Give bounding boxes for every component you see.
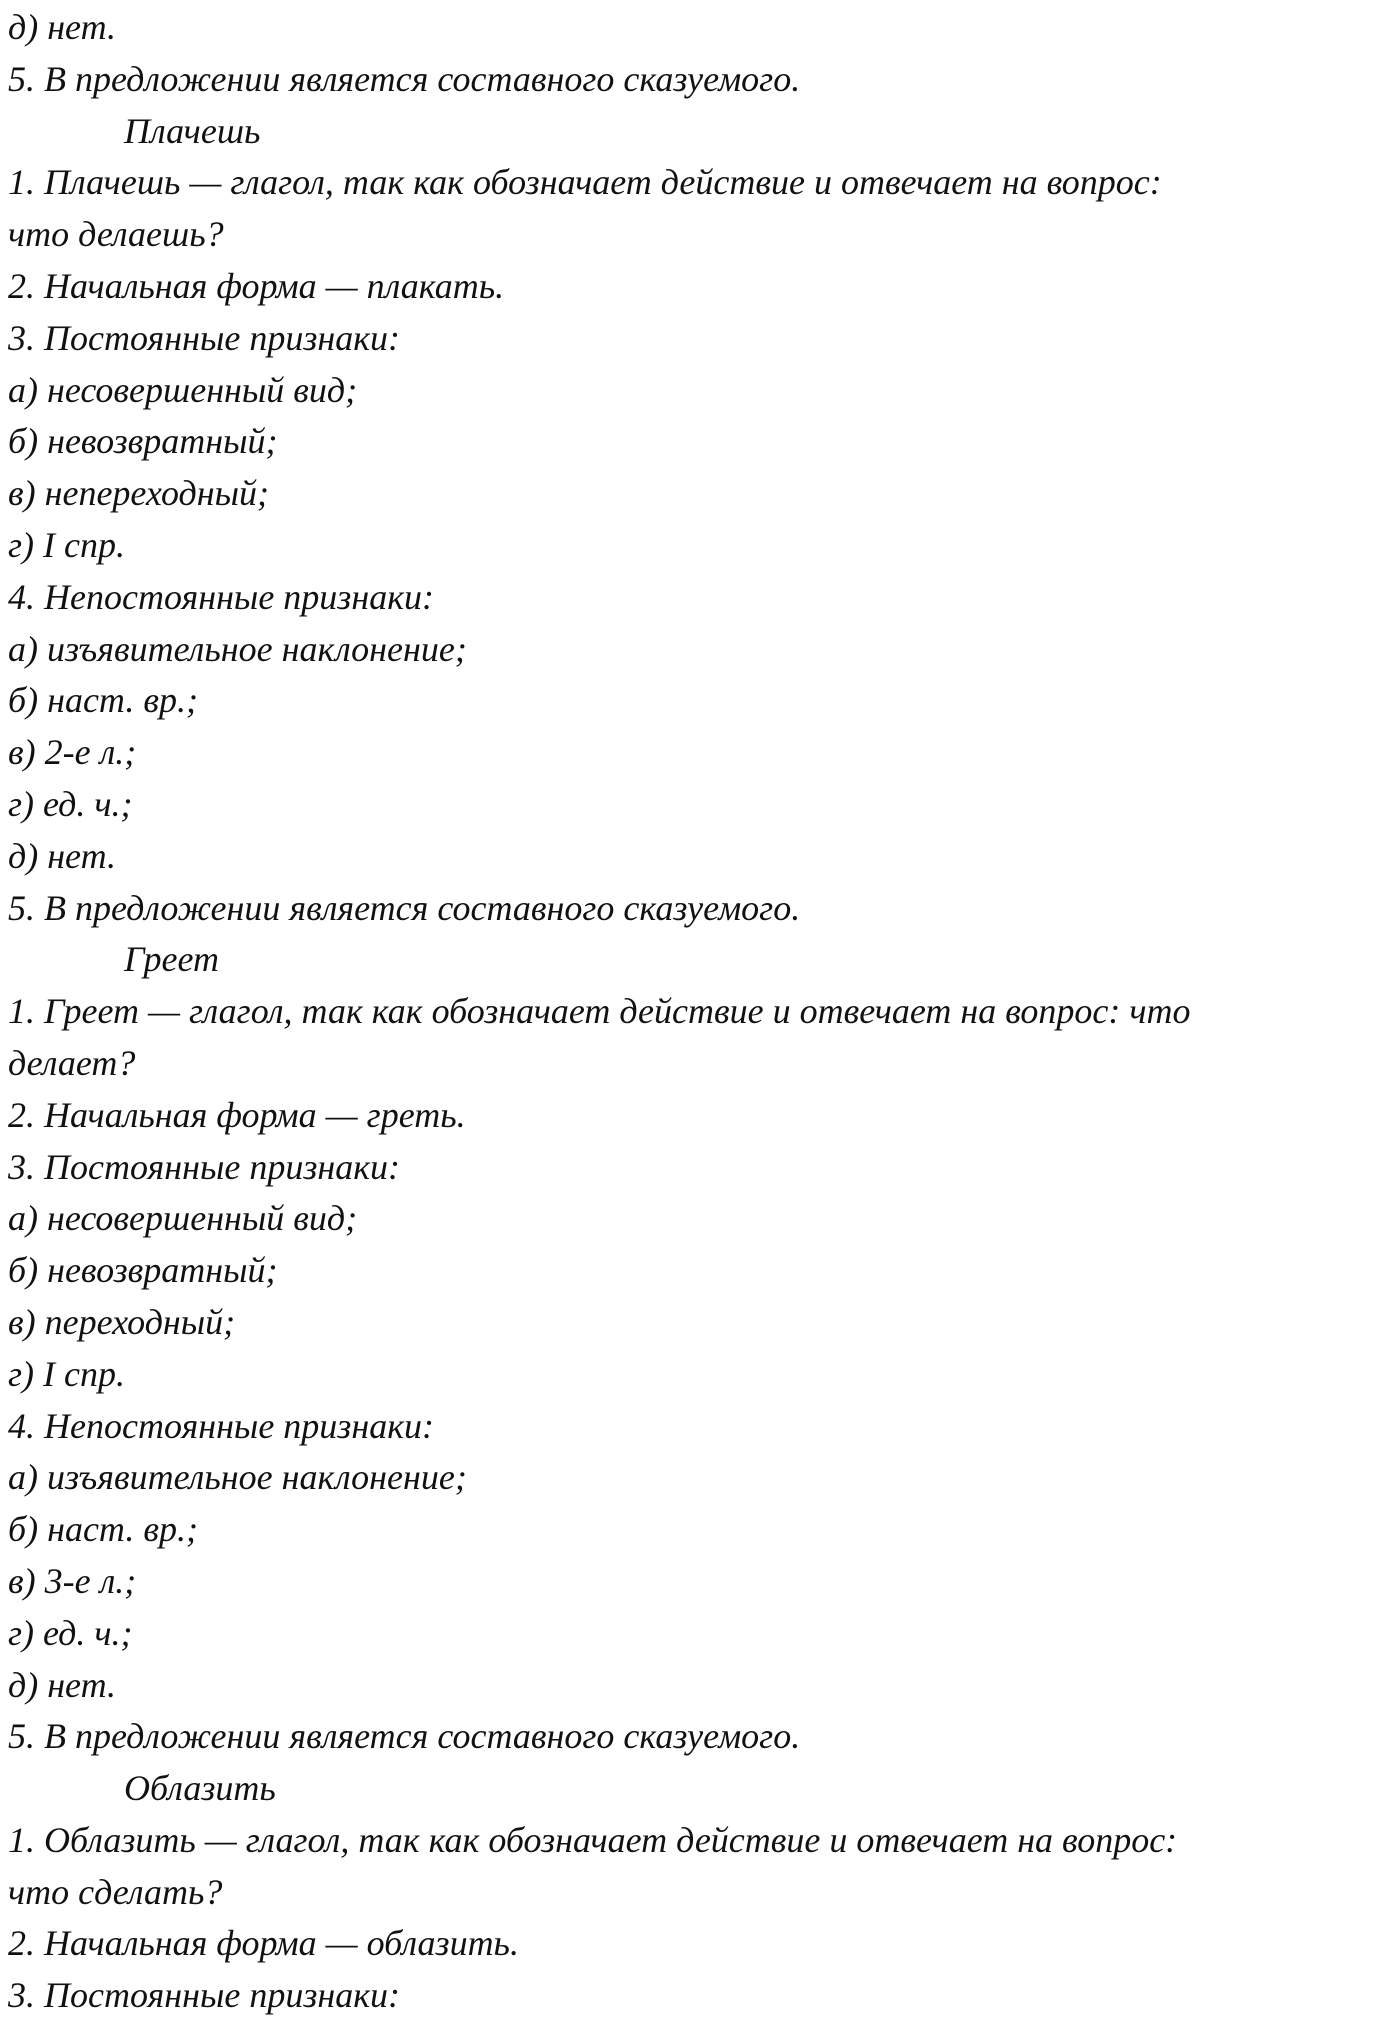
text-line: 1. Облазить — глагол, так как обозначает действие и отвечает на вопрос: — [8, 1819, 1178, 1860]
text-line: б) наст. вр.; — [8, 680, 198, 721]
section-heading: Греет — [124, 939, 219, 980]
text-line: что делаешь? — [8, 214, 224, 255]
text-line: б) наст. вр.; — [8, 1509, 198, 1550]
text-line: в) непереходный; — [8, 473, 269, 514]
text-line: 2. Начальная форма — греть. — [8, 1094, 466, 1135]
text-line: в) 2-е л.; — [8, 732, 137, 773]
text-line: д) нет. — [8, 7, 116, 47]
text-line: 2. Начальная форма — облазить. — [8, 1923, 519, 1964]
text-line: а) несовершенный вид; — [8, 1198, 358, 1239]
text-line: 1. Плачешь — глагол, так как обозначает действие и отвечает на вопрос: — [8, 162, 1162, 203]
text-line: а) изъявительное наклонение; — [8, 628, 467, 669]
section-heading: Облазить — [124, 1768, 276, 1809]
text-line: б) невозвратный; — [8, 1250, 278, 1291]
text-line: 5. В предложении является составного сказуемого. — [8, 887, 801, 928]
text-line: 3. Постоянные признаки: — [8, 317, 401, 358]
document-body — [8, 2, 1392, 2022]
text-line: д) нет. — [8, 1664, 116, 1705]
section-heading: Плачешь — [124, 110, 261, 151]
text-line: 2. Начальная форма — плакать. — [8, 265, 505, 306]
text-line: д) нет. — [8, 835, 116, 876]
text-line: г) I спр. — [8, 1353, 125, 1394]
text-line: б) невозвратный; — [8, 421, 278, 462]
text-line: в) 3-е л.; — [8, 1560, 137, 1601]
text-line: а) несовершенный вид; — [8, 369, 358, 410]
text-line: что сделать? — [8, 1871, 223, 1912]
text-line: 4. Непостоянные признаки: — [8, 576, 435, 617]
text-line: г) I спр. — [8, 524, 125, 565]
text-line: г) ед. ч.; — [8, 783, 133, 824]
text-line: делает? — [8, 1042, 136, 1083]
text-line: г) ед. ч.; — [8, 1612, 133, 1653]
text-line: 3. Постоянные признаки: — [8, 1975, 401, 2016]
text-line: 5. В предложении является составного сказуемого. — [8, 58, 801, 99]
text-line: 1. Греет — глагол, так как обозначает действие и отвечает на вопрос: что — [8, 991, 1191, 1032]
text-line: а) изъявительное наклонение; — [8, 1457, 467, 1498]
text-line: 5. В предложении является составного сказуемого. — [8, 1716, 801, 1757]
text-line: в) переходный; — [8, 1301, 236, 1342]
text-line: 4. Непостоянные признаки: — [8, 1405, 435, 1446]
text-line: 3. Постоянные признаки: — [8, 1146, 401, 1187]
